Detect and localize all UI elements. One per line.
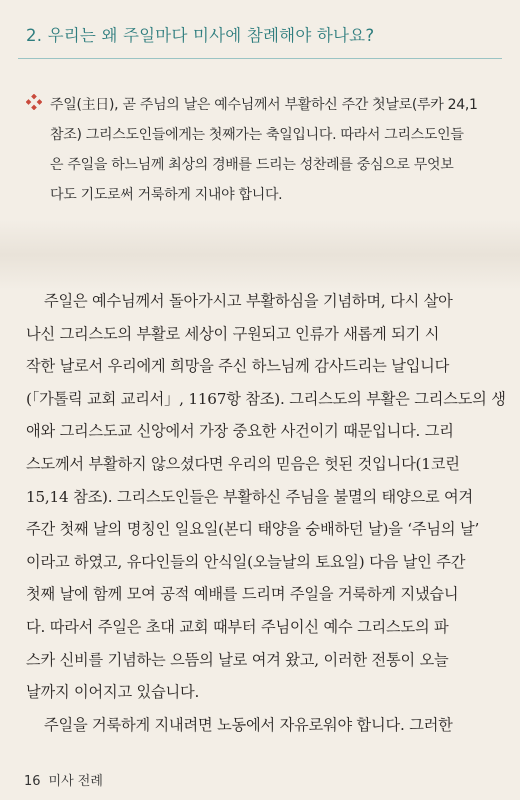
body-text <box>26 285 506 741</box>
body-line: 스카 신비를 기념하는 으뜸의 날로 여겨 왔고, 이러한 전통이 오늘 <box>26 650 449 669</box>
question-heading: 2. 우리는 왜 주일마다 미사에 참례해야 하나요? <box>26 26 375 45</box>
answer-summary <box>26 90 504 220</box>
diamond-bullet-icon <box>26 94 42 110</box>
body-line: 작한 날로서 우리에게 희망을 주신 하느님께 감사드리는 날입니다 <box>26 357 450 376</box>
answer-line: 참조) 그리스도인들에게는 첫째가는 축일입니다. 따라서 그리스도인들 <box>50 127 464 143</box>
body-line: 이라고 하였고, 유다인들의 안식일(오늘날의 토요일) 다음 날인 주간 <box>26 552 466 571</box>
body-line: 첫째 날에 함께 모여 공적 예배를 드리며 주일을 거룩하게 지냈습니 <box>26 585 459 604</box>
page-number: 16 <box>24 774 41 789</box>
body-line: 다. 따라서 주일은 초대 교회 때부터 주님이신 예수 그리스도의 파 <box>26 617 449 636</box>
body-line: 주일은 예수님께서 돌아가시고 부활하심을 기념하며, 다시 살아 <box>44 292 453 310</box>
body-line: 15,14 참조). 그리스도인들은 부활하신 주님을 불멸의 태양으로 여겨 <box>26 487 474 506</box>
section-title: 미사 전례 <box>48 774 103 789</box>
answer-line: 다도 기도로써 거룩하게 지내야 합니다. <box>50 187 283 203</box>
answer-line: 은 주일을 하느님께 최상의 경배를 드리는 성찬례를 중심으로 무엇보 <box>50 157 454 173</box>
body-line: 날까지 이어지고 있습니다. <box>26 683 200 702</box>
answer-text <box>50 90 506 210</box>
body-line: 나신 그리스도의 부활로 세상이 구원되고 인류가 새롭게 되기 시 <box>26 324 440 343</box>
body-line: 주일을 거룩하게 지내려면 노동에서 자유로워야 합니다. 그러한 <box>44 715 453 734</box>
body-line: (「가톨릭 교회 교리서」, 1167항 참조). 그리스도의 부활은 그리스도의 생 <box>26 389 506 408</box>
body-line: 애와 그리스도교 신앙에서 가장 중요한 사건이기 때문입니다. 그리 <box>26 422 454 441</box>
bleed-through-shadow <box>0 220 520 290</box>
body-line: 주간 첫째 날의 명칭인 일요일(본디 태양을 숭배하던 날)을 ‘주님의 날’ <box>26 520 480 539</box>
answer-line: 주일(主日), 곧 주님의 날은 예수님께서 부활하신 주간 첫날로(루카 24,1 <box>50 97 478 113</box>
body-line: 스도께서 부활하지 않으셨다면 우리의 믿음은 헛된 것입니다(1코린 <box>26 454 460 473</box>
page-footer <box>24 770 111 789</box>
heading-rule <box>18 58 502 59</box>
